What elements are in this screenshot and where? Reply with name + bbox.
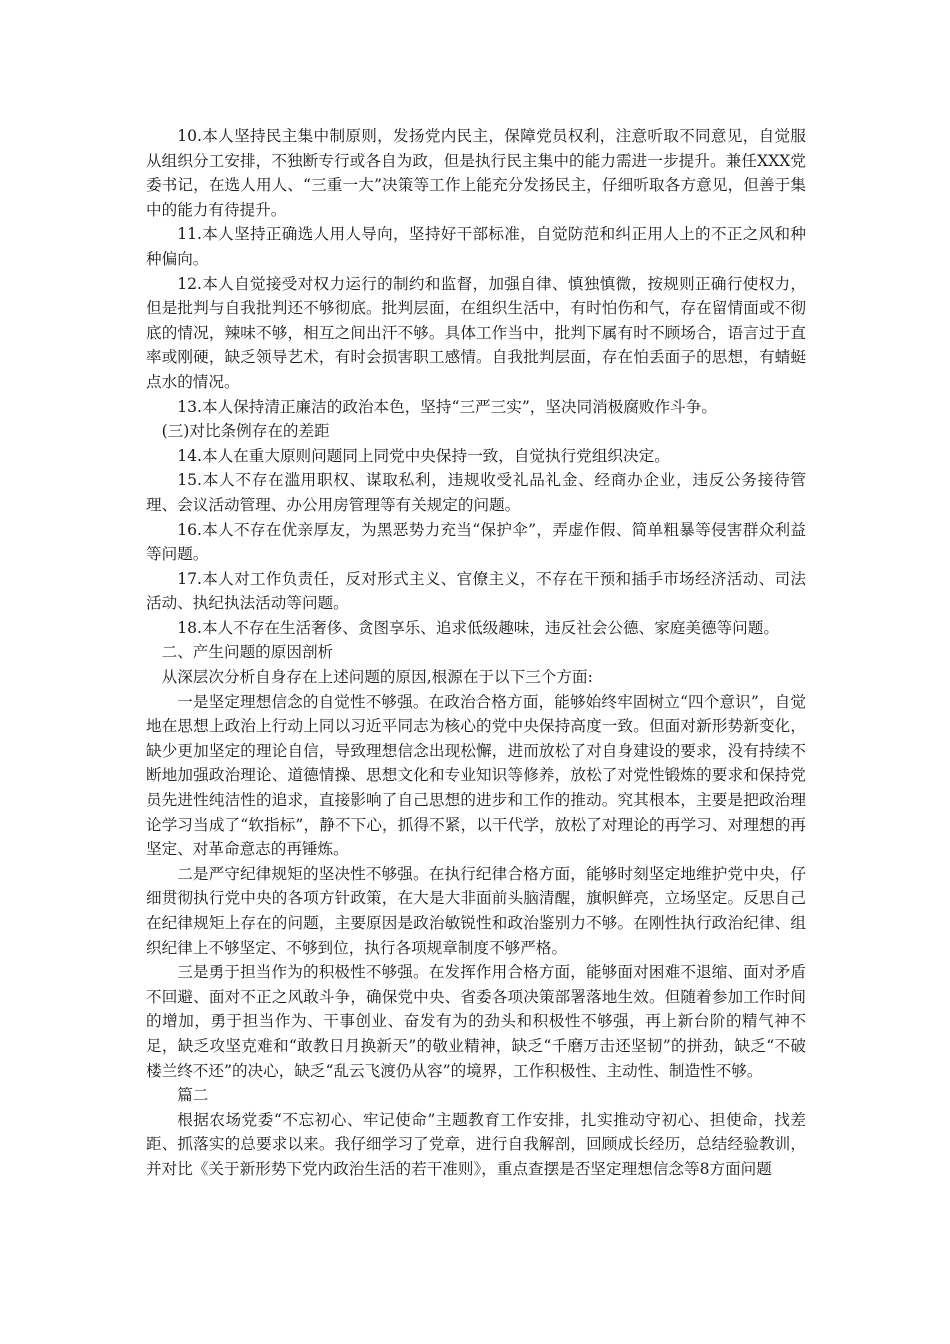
paragraph-18: 18.本人不存在生活奢侈、贪图享乐、追求低级趣味，违反社会公德、家庭美德等问题。 — [177, 618, 779, 637]
paragraph-17: 17.本人对工作负责任，反对形式主义、官僚主义，不存在干预和插手市场经济活动、司法活动、执纪执法活动等问题。 — [146, 569, 806, 613]
document-body — [146, 124, 806, 1182]
paragraph-16: 16.本人不存在优亲厚友，为黑恶势力充当“保护伞”，弄虚作假、简单粗暴等侵害群众利益等问题。 — [146, 520, 806, 564]
paragraph-12: 12.本人自觉接受对权力运行的制约和监督，加强自律、慎独慎微，按规则正确行使权力，但是批判与自我批判还不够彻底。批判层面，在组织生活中，有时怕伤和气，存在留情面或不彻底的情况，辣味不够，相互之间出汗不够。具体工作当中，批判下属有时不顾场合，语言过于直率或刚硬，缺乏领导艺术，有时会损害职工感情。自我批判层面，存在怕丢面子的思想，有蜻蜓点水的情况。 — [146, 274, 806, 391]
paragraph-10: 10.本人坚持民主集中制原则，发扬党内民主，保障党员权利，注意听取不同意见，自觉服从组织分工安排，不独断专行或各自为政，但是执行民主集中的能力需进一步提升。兼任XXX党委书记，在选人用人、“三重一大”决策等工作上能充分发扬民主，仔细听取各方意见，但善于集中的能力有待提升。 — [146, 127, 806, 219]
paragraph-15: 15.本人不存在滥用职权、谋取私利，违规收受礼品礼金、经商办企业，违反公务接待管理、会议活动管理、办公用房管理等有关规定的问题。 — [146, 471, 806, 514]
section-heading-3: (三)对比条例存在的差距 — [161, 422, 330, 441]
reason-three-paragraph: 三是勇于担当作为的积极性不够强。在发挥作用合格方面，能够面对困难不退缩、面对矛盾不回避、面对不正之风敢斗争，确保党中央、省委各项决策部署落地生效。但随着参加工作时间的增加，勇于担当作为、干事创业、奋发有为的劲头和积极性不够强，再上新台阶的精气神不足，缺乏攻坚克难和“敢教日月换新天”的敬业精神，缺乏“千磨万击还坚韧”的拼劲，缺乏“不破楼兰终不还”的决心，缺乏“乱云飞渡仍从容”的境界，工作积极性、主动性、制造性不够。 — [146, 963, 806, 1080]
part-two-heading: 篇二 — [177, 1086, 209, 1105]
intro-paragraph: 从深层次分析自身存在上述问题的原因,根源在于以下三个方面: — [161, 668, 593, 687]
part-two-paragraph: 根据农场党委“不忘初心、牢记使命”主题教育工作安排，扎实推动守初心、担使命，找差距、抓落实的总要求以来。我仔细学习了党章，进行自我解剖，回顾成长经历，总结经验教训，并对比《关于新形势下党内政治生活的若干准则》，重点查摆是否坚定理想信念等8方面问题 — [146, 1110, 806, 1178]
paragraph-11: 11.本人坚持正确选人用人导向，坚持好干部标准，自觉防范和纠正用人上的不正之风和种种偏向。 — [146, 225, 806, 268]
paragraph-14: 14.本人在重大原则问题同上同党中央保持一致，自觉执行党组织决定。 — [177, 446, 670, 465]
reason-one-paragraph: 一是坚定理想信念的自觉性不够强。在政治合格方面，能够始终牢固树立“四个意识”，自觉地在思想上政治上行动上同以习近平同志为核心的党中央保持高度一致。但面对新形势新变化，缺少更加坚定的理论自信，导致理想信念出现松懈，进而放松了对自身建设的要求，没有持续不断地加强政治理论、道德情操、思想文化和专业知识等修养，放松了对党性锻炼的要求和保持党员先进性纯洁性的追求，直接影响了自己思想的进步和工作的推动。究其根本，主要是把政治理论学习当成了“软指标”，静不下心，抓得不紧，以干代学，放松了对理论的再学习、对理想的再坚定、对革命意志的再锤炼。 — [146, 692, 806, 859]
reason-two-paragraph: 二是严守纪律规矩的坚决性不够强。在执行纪律合格方面，能够时刻坚定地维护党中央，仔细贯彻执行党中央的各项方针政策，在大是大非面前头脑清醒，旗帜鲜亮，立场坚定。反思自己在纪律规矩上存在的问题，主要原因是政治敏锐性和政治鉴别力不够。在刚性执行政治纪律、组织纪律上不够坚定、不够到位，执行各项规章制度不够严格。 — [146, 864, 806, 957]
paragraph-13: 13.本人保持清正廉洁的政治本色，坚持“三严三实”，坚决同消极腐败作斗争。 — [177, 397, 717, 416]
section-heading-2: 二、产生问题的原因剖析 — [161, 643, 334, 662]
